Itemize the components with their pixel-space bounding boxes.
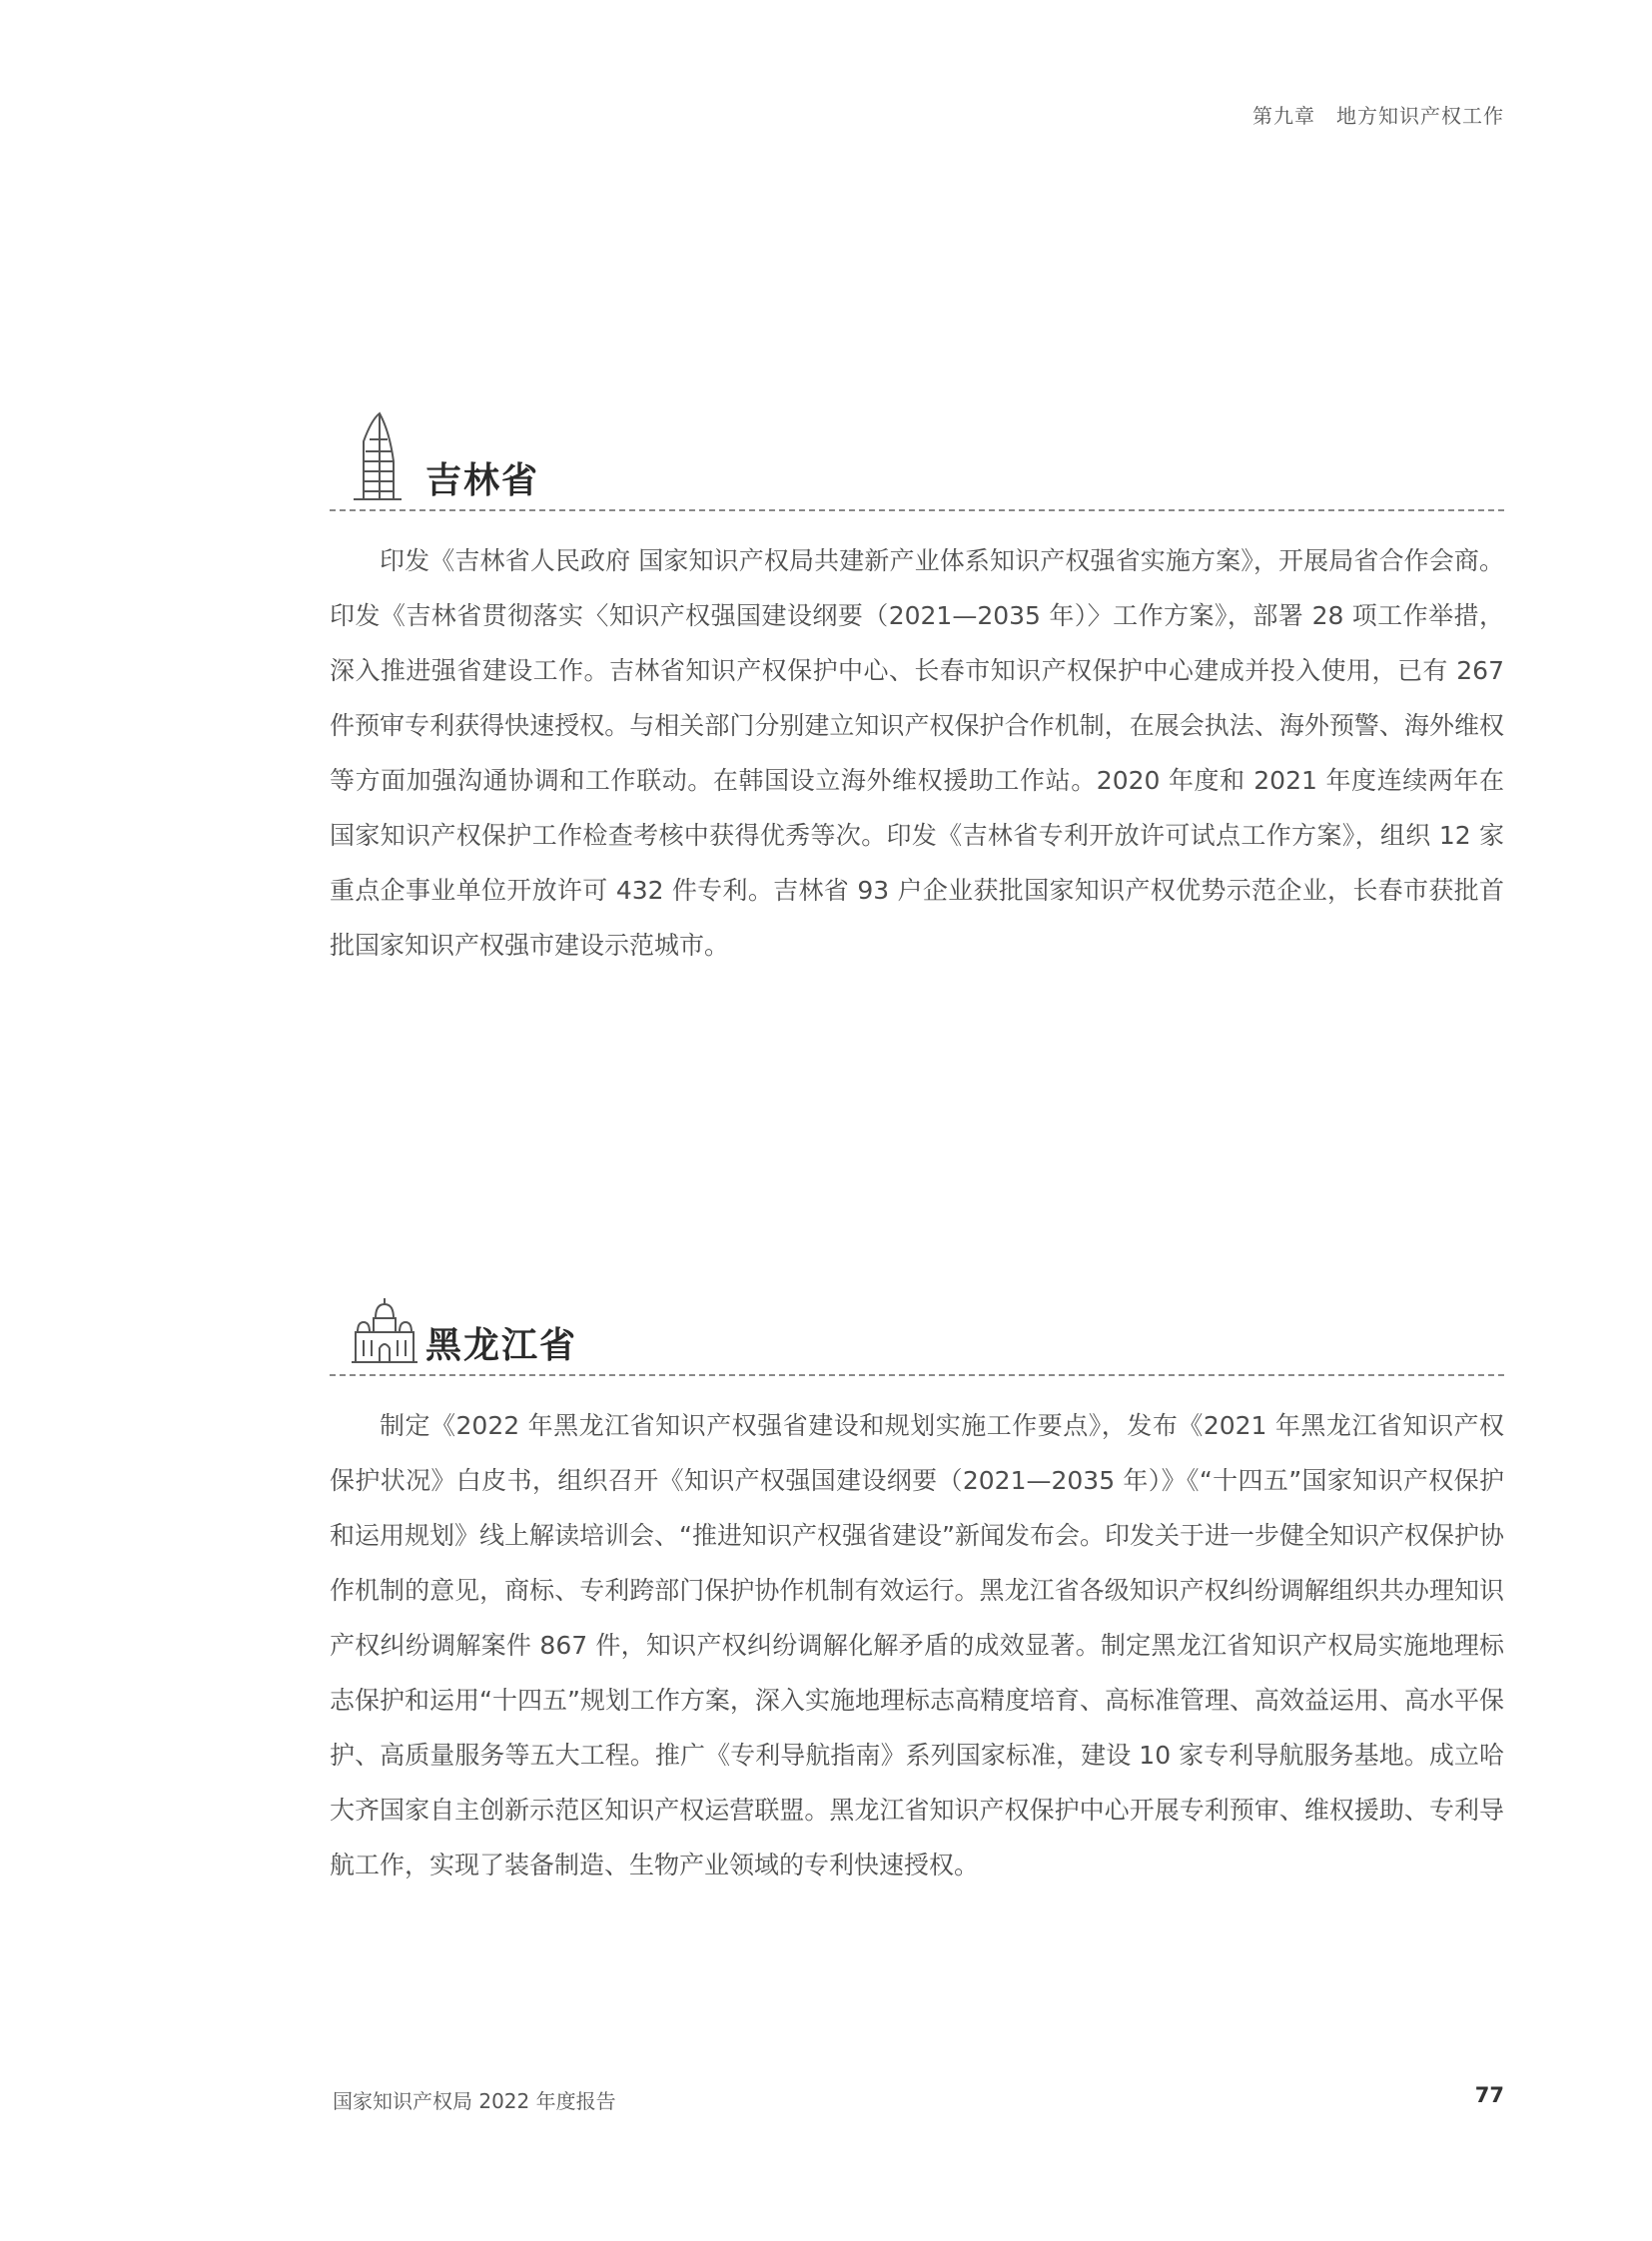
section-header (330, 1264, 1504, 1374)
skyscraper-icon (350, 411, 406, 505)
section-body (330, 533, 1504, 973)
section-title: 吉林省 (425, 460, 540, 501)
section-header (330, 399, 1504, 509)
running-head: 第九章 地方知识产权工作 (1252, 104, 1504, 128)
section-title: 黑龙江省 (425, 1325, 578, 1366)
body-paragraph: 印发《吉林省人民政府 国家知识产权局共建新产业体系知识产权强省实施方案》，开展局省合作会商。印发《吉林省贯彻落实〈知识产权强国建设纲要（2021—2035 年）〉工作方案》，部署 28 项工作举措，深入推进强省建设工作。吉林省知识产权保护中心、长春市知识产权保护中心建成并投入使用，已有 267 件预审专利获得快速授权。与相关部门分别建立知识产权保护合作机制，在展会执法、海外预警、海外维权等方面加强沟通协调和工作联动。在韩国设立海外维权援助工作站。2020 年度和 2021 年度连续两年在国家知识产权保护工作检查考核中获得优秀等次。印发《吉林省专利开放许可试点工作方案》，组织 12 家重点企事业单位开放许可 432 件专利。吉林省 93 户企业获批国家知识产权优势示范企业，长春市获批首批国家知识产权强市建设示范城市。 (330, 546, 1504, 960)
footer-publication: 国家知识产权局 2022 年度报告 (333, 2089, 616, 2113)
cathedral-icon (350, 1296, 419, 1370)
section-body (330, 1398, 1504, 1892)
dashed-divider (330, 509, 1504, 511)
dashed-divider (330, 1374, 1504, 1376)
page-number: 77 (1474, 2083, 1504, 2107)
section-heilongjiang (330, 1264, 1504, 1892)
body-paragraph: 制定《2022 年黑龙江省知识产权强省建设和规划实施工作要点》，发布《2021 年黑龙江省知识产权保护状况》白皮书，组织召开《知识产权强国建设纲要（2021—2035 年）》《“十四五”国家知识产权保护和运用规划》线上解读培训会、“推进知识产权强省建设”新闻发布会。印发关于进一步健全知识产权保护协作机制的意见，商标、专利跨部门保护协作机制有效运行。黑龙江省各级知识产权纠纷调解组织共办理知识产权纠纷调解案件 867 件，知识产权纠纷调解化解矛盾的成效显著。制定黑龙江省知识产权局实施地理标志保护和运用“十四五”规划工作方案，深入实施地理标志高精度培育、高标准管理、高效益运用、高水平保护、高质量服务等五大工程。推广《专利导航指南》系列国家标准，建设 10 家专利导航服务基地。成立哈大齐国家自主创新示范区知识产权运营联盟。黑龙江省知识产权保护中心开展专利预审、维权援助、专利导航工作，实现了装备制造、生物产业领域的专利快速授权。 (330, 1411, 1504, 1879)
section-jilin (330, 399, 1504, 973)
